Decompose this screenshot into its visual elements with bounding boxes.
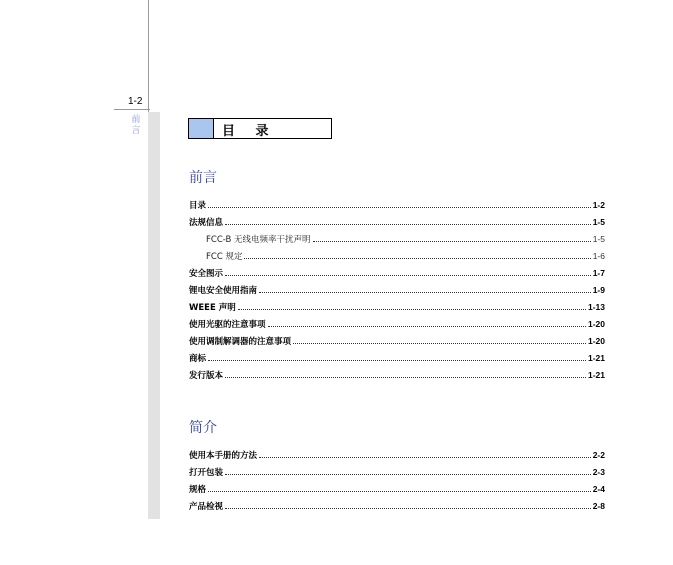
toc-entry-page: 2-4 [592, 484, 605, 494]
toc-entry[interactable] [189, 216, 605, 233]
page-number: 1-2 [128, 96, 143, 107]
toc-list-intro [189, 449, 605, 517]
toc-entry[interactable] [189, 284, 605, 301]
dot-leader [225, 275, 591, 276]
toc-entry[interactable] [189, 301, 605, 318]
toc-list-preface [189, 199, 605, 386]
toc-entry-page: 1-20 [587, 319, 605, 329]
dot-leader [313, 241, 591, 242]
section-heading-preface: 前言 [189, 170, 217, 186]
toc-entry[interactable] [189, 352, 605, 369]
toc-entry[interactable] [189, 199, 605, 216]
dot-leader [208, 491, 591, 492]
toc-entry-page: 1-13 [587, 302, 605, 312]
dot-leader [268, 326, 586, 327]
toc-entry[interactable] [189, 500, 605, 517]
dot-leader [244, 258, 590, 259]
side-band [148, 112, 160, 519]
toc-entry-page: 1-21 [587, 370, 605, 380]
section-heading-intro: 简介 [189, 420, 217, 436]
toc-entry-page: 1-5 [592, 234, 605, 244]
toc-entry[interactable] [189, 369, 605, 386]
dot-leader [225, 508, 591, 509]
toc-entry-page: 1-5 [592, 217, 605, 227]
margin-rule-vertical [148, 0, 149, 112]
toc-entry-title: 使用光驱的注意事项 [189, 320, 266, 330]
margin-rule-horizontal [114, 109, 150, 110]
toc-entry-page: 1-9 [592, 285, 605, 295]
toc-entry-page: 1-7 [592, 268, 605, 278]
dot-leader [225, 224, 591, 225]
dot-leader [259, 292, 591, 293]
toc-entry-title: 打开包装 [189, 468, 224, 478]
toc-entry-title: WEEE 声明 [189, 303, 236, 313]
toc-entry[interactable] [189, 483, 605, 500]
toc-entry[interactable] [189, 466, 605, 483]
toc-entry-page: 1-20 [587, 336, 605, 346]
dot-leader [259, 457, 591, 458]
toc-entry-title: 锂电安全使用指南 [189, 286, 258, 296]
toc-entry-title: 产品检视 [189, 502, 224, 512]
dot-leader [293, 343, 586, 344]
toc-entry[interactable] [189, 335, 605, 352]
side-label: 前言 [131, 115, 141, 136]
dot-leader [208, 207, 591, 208]
dot-leader [238, 309, 586, 310]
toc-entry-title: 发行版本 [189, 371, 224, 381]
toc-entry-title: 法规信息 [189, 218, 224, 228]
toc-entry-title: 目录 [189, 201, 207, 211]
toc-entry-title: 安全图示 [189, 269, 224, 279]
toc-entry[interactable] [189, 233, 605, 250]
toc-entry-title: FCC-B 无线电频率干扰声明 [206, 235, 311, 245]
toc-entry-title: 使用调制解调器的注意事项 [189, 337, 292, 347]
toc-entry-page: 1-21 [587, 353, 605, 363]
toc-entry-page: 1-6 [592, 251, 605, 261]
toc-entry-title: 使用本手册的方法 [189, 451, 258, 461]
title-swatch [189, 119, 214, 138]
toc-entry-page: 2-2 [592, 450, 605, 460]
toc-entry-title: 规格 [189, 485, 207, 495]
toc-entry[interactable] [189, 267, 605, 284]
dot-leader [208, 360, 586, 361]
toc-entry[interactable] [189, 250, 605, 267]
dot-leader [225, 474, 591, 475]
toc-entry[interactable] [189, 318, 605, 335]
toc-title: 目 录 [222, 124, 277, 139]
toc-entry-page: 2-8 [592, 501, 605, 511]
toc-entry-title: 商标 [189, 354, 207, 364]
dot-leader [225, 377, 586, 378]
toc-entry[interactable] [189, 449, 605, 466]
toc-entry-title: FCC 规定 [206, 252, 243, 262]
toc-entry-page: 1-2 [592, 200, 605, 210]
toc-entry-page: 2-3 [592, 467, 605, 477]
toc-title-box [188, 118, 332, 139]
